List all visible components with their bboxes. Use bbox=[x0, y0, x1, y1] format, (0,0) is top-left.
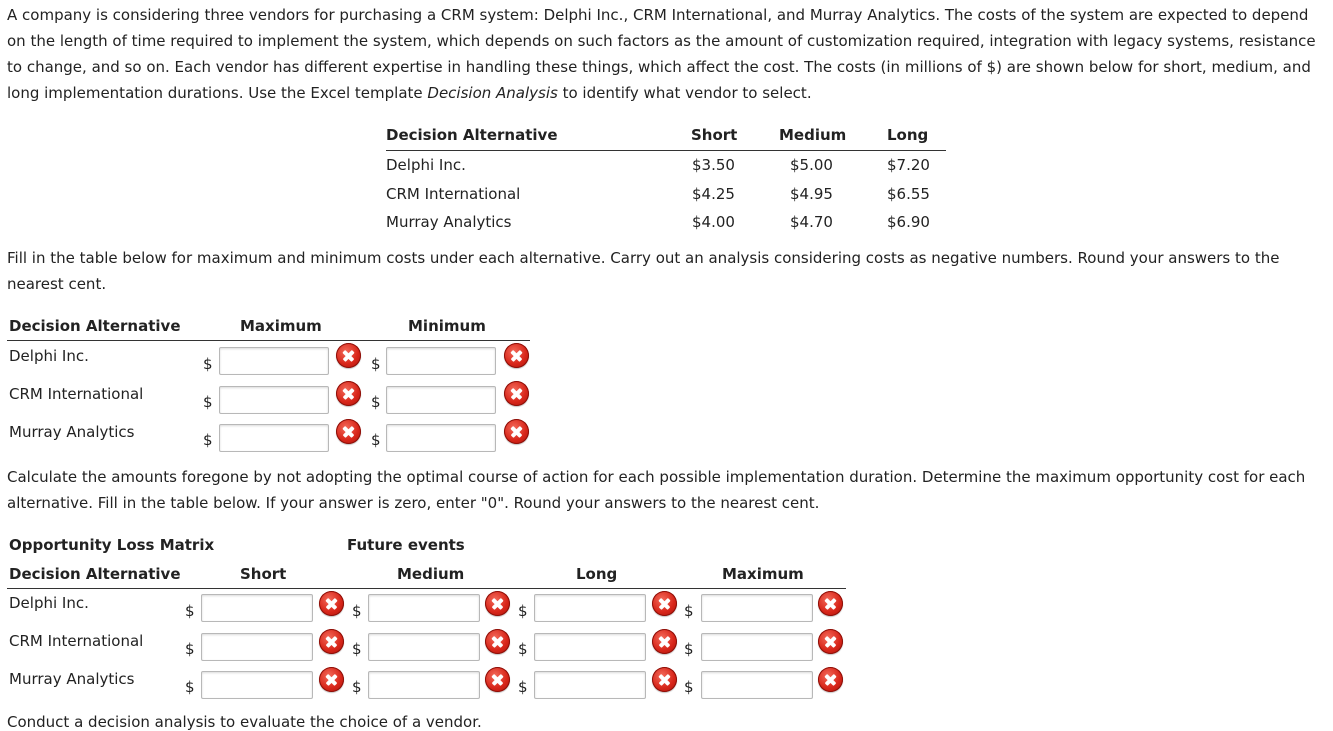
currency-symbol: $ bbox=[684, 602, 694, 620]
opportunity-header-medium: Medium bbox=[397, 565, 465, 583]
currency-symbol: $ bbox=[518, 640, 528, 658]
cost-cell-short: $4.25 bbox=[692, 185, 735, 203]
crm-medium-loss-input[interactable] bbox=[368, 633, 480, 661]
currency-symbol: $ bbox=[185, 640, 195, 658]
murray-medium-loss-input[interactable] bbox=[368, 671, 480, 699]
incorrect-icon bbox=[652, 667, 677, 692]
opportunity-header-alternative: Decision Alternative bbox=[9, 565, 181, 583]
template-name: Decision Analysis bbox=[427, 84, 558, 102]
currency-symbol: $ bbox=[352, 678, 362, 696]
incorrect-icon bbox=[319, 591, 344, 616]
cost-cell-short: $3.50 bbox=[692, 156, 735, 174]
minmax-header-alternative: Decision Alternative bbox=[9, 317, 181, 335]
cost-cell-medium: $5.00 bbox=[790, 156, 833, 174]
delphi-maximum-input[interactable] bbox=[219, 347, 329, 375]
incorrect-icon bbox=[652, 591, 677, 616]
incorrect-icon bbox=[485, 667, 510, 692]
incorrect-icon bbox=[336, 381, 361, 406]
delphi-maximum-loss-input[interactable] bbox=[701, 594, 813, 622]
cost-header-divider bbox=[386, 150, 946, 151]
currency-symbol: $ bbox=[371, 431, 381, 449]
murray-short-loss-input[interactable] bbox=[201, 671, 313, 699]
intro-text-after: to identify what vendor to select. bbox=[557, 84, 812, 102]
footer-instruction: Conduct a decision analysis to evaluate the choice of a vendor. bbox=[7, 713, 482, 731]
cost-cell-long: $6.90 bbox=[887, 213, 930, 231]
murray-maximum-input[interactable] bbox=[219, 424, 329, 452]
murray-long-loss-input[interactable] bbox=[534, 671, 646, 699]
cost-header-alternative: Decision Alternative bbox=[386, 126, 558, 144]
murray-maximum-loss-input[interactable] bbox=[701, 671, 813, 699]
future-events-header: Future events bbox=[347, 536, 465, 554]
opportunity-header-long: Long bbox=[576, 565, 618, 583]
opportunity-header-divider bbox=[7, 588, 846, 589]
currency-symbol: $ bbox=[352, 640, 362, 658]
currency-symbol: $ bbox=[185, 678, 195, 696]
currency-symbol: $ bbox=[352, 602, 362, 620]
delphi-short-loss-input[interactable] bbox=[201, 594, 313, 622]
opportunity-header-maximum: Maximum bbox=[722, 565, 804, 583]
incorrect-icon bbox=[336, 343, 361, 368]
cost-row-name: Murray Analytics bbox=[386, 213, 512, 231]
crm-minimum-input[interactable] bbox=[386, 386, 496, 414]
incorrect-icon bbox=[319, 667, 344, 692]
currency-symbol: $ bbox=[371, 355, 381, 373]
delphi-long-loss-input[interactable] bbox=[534, 594, 646, 622]
minmax-instruction: Fill in the table below for maximum and minimum costs under each alternative. Carry out an analysis considering costs as negative numbers. Round your answers to the nearest cent. bbox=[7, 249, 1280, 293]
opportunity-row-name: Murray Analytics bbox=[9, 670, 135, 688]
opportunity-row-name: Delphi Inc. bbox=[9, 594, 89, 612]
crm-long-loss-input[interactable] bbox=[534, 633, 646, 661]
incorrect-icon bbox=[319, 629, 344, 654]
cost-cell-medium: $4.95 bbox=[790, 185, 833, 203]
opportunity-table-title: Opportunity Loss Matrix bbox=[9, 536, 215, 554]
crm-maximum-input[interactable] bbox=[219, 386, 329, 414]
currency-symbol: $ bbox=[371, 393, 381, 411]
cost-cell-long: $7.20 bbox=[887, 156, 930, 174]
currency-symbol: $ bbox=[684, 678, 694, 696]
currency-symbol: $ bbox=[203, 431, 213, 449]
minmax-row-name: Murray Analytics bbox=[9, 423, 135, 441]
intro-paragraph bbox=[7, 2, 1327, 106]
currency-symbol: $ bbox=[203, 355, 213, 373]
currency-symbol: $ bbox=[518, 678, 528, 696]
incorrect-icon bbox=[485, 629, 510, 654]
crm-short-loss-input[interactable] bbox=[201, 633, 313, 661]
cost-cell-long: $6.55 bbox=[887, 185, 930, 203]
minmax-row-name: CRM International bbox=[9, 385, 144, 403]
opportunity-instruction: Calculate the amounts foregone by not adopting the optimal course of action for each possible implementation duration. Determine the maximum opportunity cost for each alternative. Fill in the table below. If your answer is zero, enter "0". Round your answers to the nearest cent. bbox=[7, 468, 1306, 512]
incorrect-icon bbox=[504, 343, 529, 368]
currency-symbol: $ bbox=[203, 393, 213, 411]
incorrect-icon bbox=[504, 381, 529, 406]
cost-cell-medium: $4.70 bbox=[790, 213, 833, 231]
cost-header-medium: Medium bbox=[779, 126, 847, 144]
incorrect-icon bbox=[652, 629, 677, 654]
minmax-row-name: Delphi Inc. bbox=[9, 347, 89, 365]
minmax-header-divider bbox=[7, 340, 530, 341]
incorrect-icon bbox=[485, 591, 510, 616]
currency-symbol: $ bbox=[518, 602, 528, 620]
incorrect-icon bbox=[818, 667, 843, 692]
crm-maximum-loss-input[interactable] bbox=[701, 633, 813, 661]
incorrect-icon bbox=[504, 419, 529, 444]
intro-text-before: A company is considering three vendors for purchasing a CRM system: Delphi Inc., CRM International, and Murray Analytics. The costs of the system are expected to depend on the length of time required to implement the system, which depends on such factors as the amount of customization required, integration with legacy systems, resistance to change, and so on. Each vendor has different expertise in handling these things, which affect the cost. The costs (in millions of $) are shown below for short, medium, and long implementation durations. Use the Excel template bbox=[7, 6, 1316, 102]
murray-minimum-input[interactable] bbox=[386, 424, 496, 452]
cost-header-long: Long bbox=[887, 126, 929, 144]
delphi-minimum-input[interactable] bbox=[386, 347, 496, 375]
incorrect-icon bbox=[818, 629, 843, 654]
cost-cell-short: $4.00 bbox=[692, 213, 735, 231]
cost-header-short: Short bbox=[691, 126, 738, 144]
cost-row-name: Delphi Inc. bbox=[386, 156, 466, 174]
minmax-header-minimum: Minimum bbox=[408, 317, 486, 335]
incorrect-icon bbox=[336, 419, 361, 444]
incorrect-icon bbox=[818, 591, 843, 616]
opportunity-header-short: Short bbox=[240, 565, 287, 583]
delphi-medium-loss-input[interactable] bbox=[368, 594, 480, 622]
opportunity-row-name: CRM International bbox=[9, 632, 144, 650]
currency-symbol: $ bbox=[185, 602, 195, 620]
currency-symbol: $ bbox=[684, 640, 694, 658]
cost-row-name: CRM International bbox=[386, 185, 521, 203]
minmax-header-maximum: Maximum bbox=[240, 317, 322, 335]
